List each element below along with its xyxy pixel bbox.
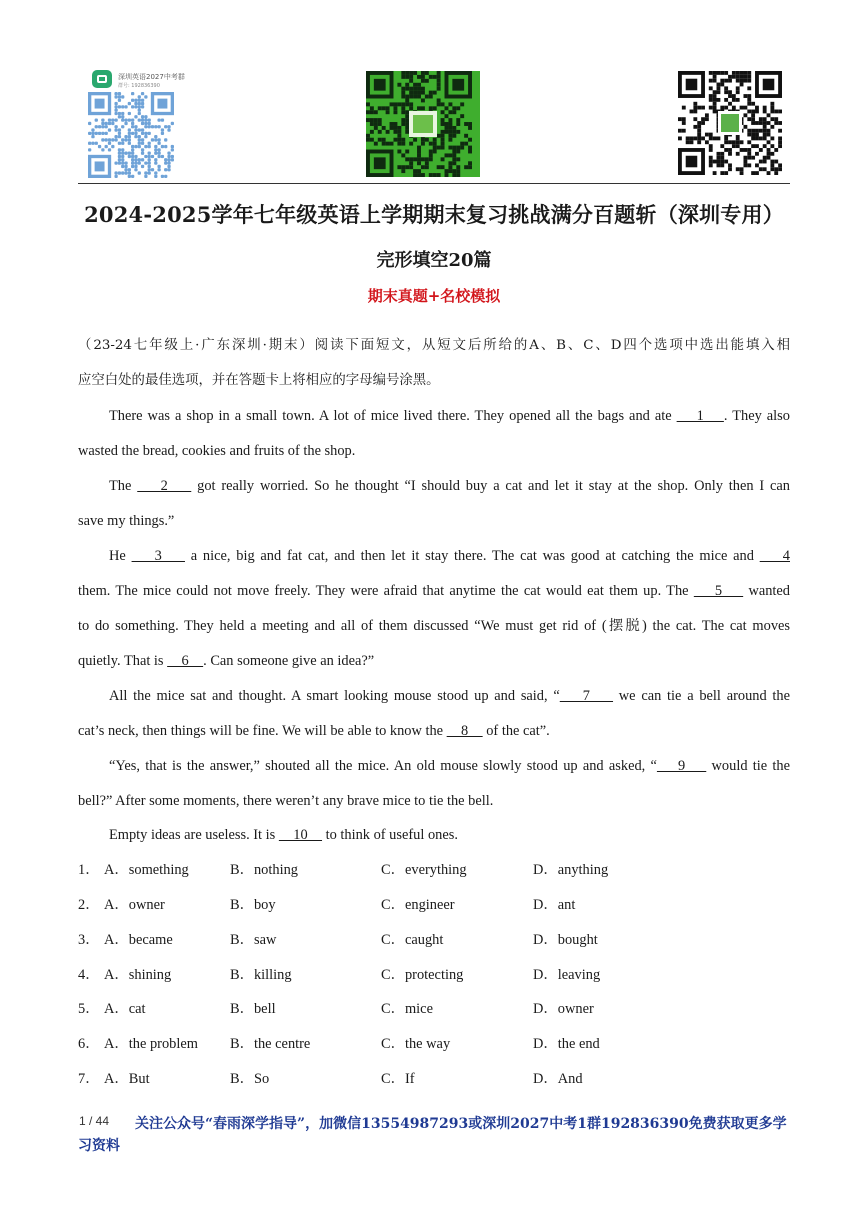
blank-10: 10 — [278, 827, 323, 843]
option-a[interactable]: A．something — [104, 862, 189, 878]
option-row-3: 3． A．became B．saw C．caught D．bought — [78, 932, 598, 948]
blank-7: 7 — [559, 688, 614, 704]
option-row-7: 7． A．But B．So C．If D．And — [78, 1071, 583, 1087]
passage-line: wasted the bread, cookies and fruits of the shop. — [78, 443, 356, 459]
option-d[interactable]: D．ant — [533, 897, 576, 913]
option-c[interactable]: C．everything — [381, 862, 467, 878]
blank-5: 5 — [693, 583, 744, 599]
group-qr-code — [88, 66, 202, 178]
blank-6: 6 — [167, 653, 204, 669]
passage-line: The 2 got really worried. So he thought “I should buy a cat and let it stay at the shop. Only then I can — [109, 478, 790, 494]
source-tag: 期末真题+名校模拟 — [367, 287, 501, 305]
option-a[interactable]: A．owner — [104, 897, 165, 913]
option-c[interactable]: C．protecting — [381, 967, 464, 983]
passage-line: cat’s neck, then things will be fine. We will be able to know the 8 of the cat”. — [78, 723, 550, 739]
document-subtitle: 完形填空20篇 — [376, 250, 492, 271]
wechat-qr-code — [366, 71, 480, 177]
instruction-line-2: 应空白处的最佳选项，并在答题卡上将相应的字母编号涂黑。 — [78, 373, 440, 388]
blank-4: 4 — [759, 548, 790, 564]
option-a[interactable]: A．cat — [104, 1001, 146, 1017]
option-b[interactable]: B．nothing — [230, 862, 298, 878]
option-row-1: 1． A．something B．nothing C．everything D．anything — [78, 862, 609, 878]
option-b[interactable]: B．bell — [230, 1001, 276, 1017]
option-b[interactable]: B．saw — [230, 932, 277, 948]
qr-pattern-left — [88, 92, 202, 178]
blank-8: 8 — [446, 723, 483, 739]
qr-pattern-right — [678, 71, 782, 175]
option-d[interactable]: D．bought — [533, 932, 598, 948]
option-d[interactable]: D．owner — [533, 1001, 594, 1017]
option-d[interactable]: D．anything — [533, 862, 609, 878]
option-a[interactable]: A．But — [104, 1071, 150, 1087]
option-row-5: 5． A．cat B．bell C．mice D．owner — [78, 1001, 594, 1017]
passage-line: bell?” After some moments, there weren’t any brave mice to tie the bell. — [78, 793, 494, 809]
option-c[interactable]: C．the way — [381, 1036, 451, 1052]
option-row-6: 6． A．the problem B．the centre C．the way D．the end — [78, 1036, 600, 1052]
official-account-qr-code — [678, 71, 782, 175]
option-b[interactable]: B．the centre — [230, 1036, 311, 1052]
passage-line: them. The mice could not move freely. They were afraid that anytime the cat would eat them up. The 5 wanted — [78, 583, 790, 599]
option-a[interactable]: A．shining — [104, 967, 172, 983]
passage-line: He 3 a nice, big and fat cat, and then let it stay there. The cat was good at catching the mice and 4 — [109, 548, 790, 564]
option-d[interactable]: D．And — [533, 1071, 583, 1087]
option-c[interactable]: C．If — [381, 1071, 415, 1087]
passage-line: save my things.” — [78, 513, 175, 529]
document-title: 2024-2025学年七年级英语上学期期末复习挑战满分百题斩（深圳专用） — [84, 202, 784, 227]
option-row-4: 4． A．shining B．killing C．protecting D．leaving — [78, 967, 601, 983]
passage-line: Empty ideas are useless. It is 10 to think of useful ones. — [109, 827, 458, 843]
passage-line: quietly. That is 6 . Can someone give an idea?” — [78, 653, 375, 669]
option-a[interactable]: A．the problem — [104, 1036, 198, 1052]
passage-line: There was a shop in a small town. A lot of mice lived there. They opened all the bags and ate 1 . They also — [109, 408, 790, 424]
option-c[interactable]: C．engineer — [381, 897, 455, 913]
option-d[interactable]: D．leaving — [533, 967, 601, 983]
header-divider — [78, 183, 790, 184]
instruction-line-1: （23-24七年级上·广东深圳·期末）阅读下面短文，从短文后所给的A、B、C、D四个选项中选出能填入相 — [78, 338, 790, 353]
passage-line: All the mice sat and thought. A smart looking mouse stood up and said, “ 7 we can tie a bell around the — [109, 688, 790, 704]
blank-3: 3 — [131, 548, 185, 564]
option-c[interactable]: C．mice — [381, 1001, 433, 1017]
qr-group-subtitle: 群号: 192836390 — [118, 83, 160, 89]
option-b[interactable]: B．So — [230, 1071, 270, 1087]
option-b[interactable]: B．killing — [230, 967, 292, 983]
chat-app-icon — [92, 70, 112, 88]
blank-9: 9 — [656, 758, 707, 774]
qr-group-title: 深圳英语2027中考群 — [118, 73, 185, 81]
page-number: 1 / 44 — [79, 1114, 110, 1128]
option-c[interactable]: C．caught — [381, 932, 444, 948]
option-row-2: 2． A．owner B．boy C．engineer D．ant — [78, 897, 576, 913]
option-b[interactable]: B．boy — [230, 897, 276, 913]
qr-pattern-middle — [366, 71, 480, 177]
option-a[interactable]: A．became — [104, 932, 173, 948]
passage-line: to do something. They held a meeting and all of them discussed “We must get rid of (摆脱) the cat. The cat moves — [78, 618, 790, 634]
blank-2: 2 — [137, 478, 192, 494]
blank-1: 1 — [676, 408, 724, 424]
option-d[interactable]: D．the end — [533, 1036, 600, 1052]
footer-promo-text: 关注公众号“春雨深学指导”，加微信13554987293或深圳2027中考1群192836390免费获取更多学习资料 — [78, 1116, 787, 1154]
passage-line: “Yes, that is the answer,” shouted all the mice. An old mouse slowly stood up and asked, “ 9 would tie the — [109, 758, 791, 774]
